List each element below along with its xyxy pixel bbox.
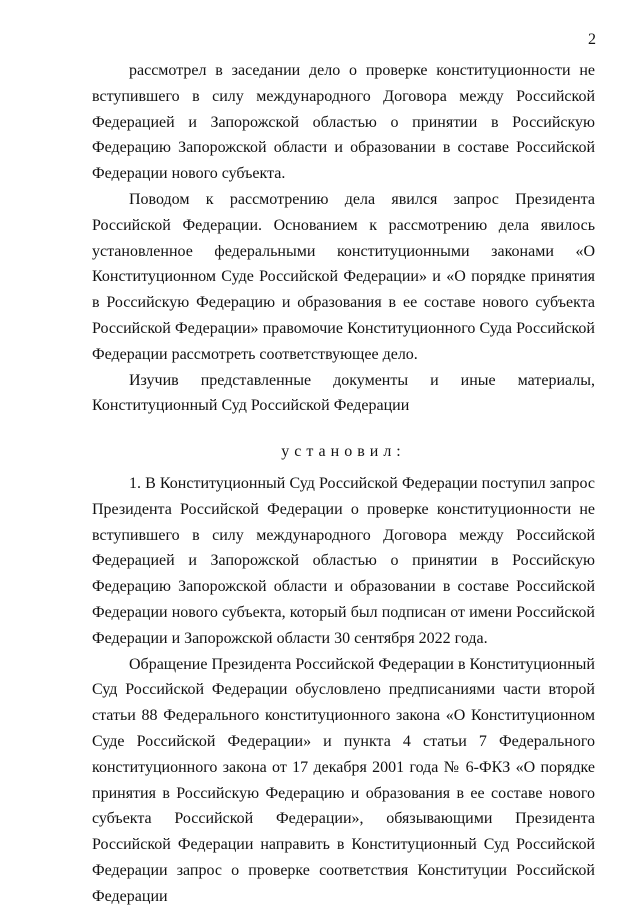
paragraph-having-studied: Изучив представленные документы и иные материалы, Конституционный Суд Российской Федерации — [92, 371, 595, 415]
paragraph-case-subject: рассмотрел в заседании дело о проверке конституционности не вступившего в силу международного Договора между Российской Федерацией и Запорожской областью о принятии в Российскую Федерацию Запорожской области и образовании в составе Российской Федерации нового субъекта. — [92, 62, 595, 183]
paragraph-appeal-basis: Обращение Президента Российской Федерации в Конституционный Суд Российской Федерации обусловлено предписаниями части второй статьи 88 Федерального конституционного закона «О Конституционном Суде Российской Федерации» и пункта 4 статьи 7 Федерального конституционного закона от 17 декабря 2001 года № 6-ФКЗ «О порядке принятия в Российскую Федерацию и образования в ее составе нового субъекта Российской Федерации», обязывающими Президента Российской Федерации направить в Конституционный Суд Российской Федерации запрос о проверке соответствия Конституции Российской Федерации — [92, 655, 595, 905]
section-heading: установил: — [281, 443, 406, 461]
paragraph-grounds: Поводом к рассмотрению дела явился запрос Президента Российской Федерации. Основанием к рассмотрению дела явилось установленное федеральными конституционными законами «О Конституционном Суде Российской Федерации» и «О порядке принятия в Российскую Федерацию и образования в ее составе нового субъекта Российской Федерации» правомочие Конституционного Суда Российской Федерации рассмотреть соответствующее дело. — [92, 190, 595, 363]
paragraph-request-received: 1. В Конституционный Суд Российской Федерации поступил запрос Президента Российской Федерации о проверке конституционности не вступившего в силу международного Договора между Российской Федерацией и Запорожской областью о принятии в Российскую Федерацию Запорожской области и образовании в составе Российской Федерации нового субъекта, который был подписан от имени Российской Федерации и Запорожской области 30 сентября 2022 года. — [92, 474, 595, 647]
page-number: 2 — [588, 31, 596, 48]
document-body — [92, 58, 595, 910]
